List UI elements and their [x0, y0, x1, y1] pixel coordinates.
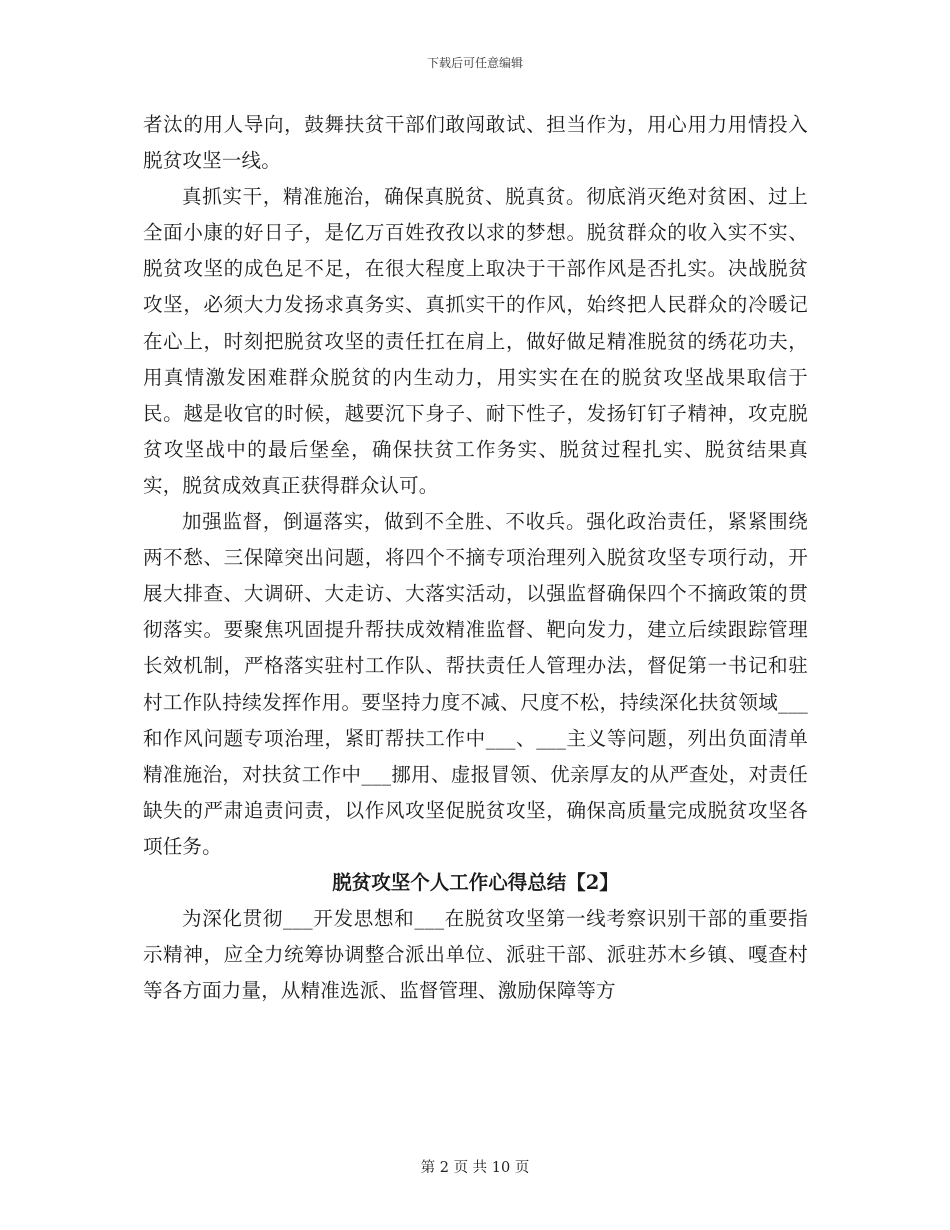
page-footer: 第 2 页 共 10 页	[420, 1160, 530, 1176]
paragraph-2: 真抓实干，精准施治，确保真脱贫、脱真贫。彻底消灭绝对贫困、过上全面小康的好日子，是亿万百姓孜孜以求的梦想。脱贫群众的收入实不实、脱贫攻坚的成色足不足，在很大程度上取决于干部作风是否扎实。决战脱贫攻坚，必须大力发扬求真务实、真抓实干的作风，始终把人民群众的冷暖记在心上，时刻把脱贫攻坚的责任扛在肩上，做好做足精准脱贫的绣花功夫，用真情激发困难群众脱贫的内生动力，用实实在在的脱贫攻坚战果取信于民。越是收官的时候，越要沉下身子、耐下性子，发扬钉钉子精神，攻克脱贫攻坚战中的最后堡垒，确保扶贫工作务实、脱贫过程扎实、脱贫结果真实，脱贫成效真正获得群众认可。	[143, 185, 808, 497]
document-body	[143, 107, 808, 1009]
section-title: 脱贫攻坚个人工作心得总结【2】	[332, 870, 619, 894]
paragraph-3: 加强监督，倒逼落实，做到不全胜、不收兵。强化政治责任，紧紧围绕两不愁、三保障突出问题，将四个不摘专项治理列入脱贫攻坚专项行动，开展大排查、大调研、大走访、大落实活动，以强监督确保四个不摘政策的贯彻落实。要聚焦巩固提升帮扶成效精准监督、靶向发力，建立后续跟踪管理长效机制，严格落实驻村工作队、帮扶责任人管理办法，督促第一书记和驻村工作队持续发挥作用。要坚持力度不减、尺度不松，持续深化扶贫领域___和作风问题专项治理，紧盯帮扶工作中___、___主义等问题，列出负面清单精准施治，对扶贫工作中___挪用、虚报冒领、优亲厚友的从严查处，对责任缺失的严肃追责问责，以作风攻坚促脱贫攻坚，确保高质量完成脱贫攻坚各项任务。	[143, 510, 808, 858]
page-header: 下载后可任意编辑	[426, 56, 523, 70]
paragraph-4: 为深化贯彻___开发思想和___在脱贫攻坚第一线考察识别干部的重要指示精神，应全力统筹协调整合派出单位、派驻干部、派驻苏木乡镇、嘎查村等各方面力量，从精准选派、监督管理、激励保障等方	[143, 907, 808, 1003]
paragraph-1: 者汰的用人导向，鼓舞扶贫干部们敢闯敢试、担当作为，用心用力用情投入脱贫攻坚一线。	[143, 113, 808, 173]
